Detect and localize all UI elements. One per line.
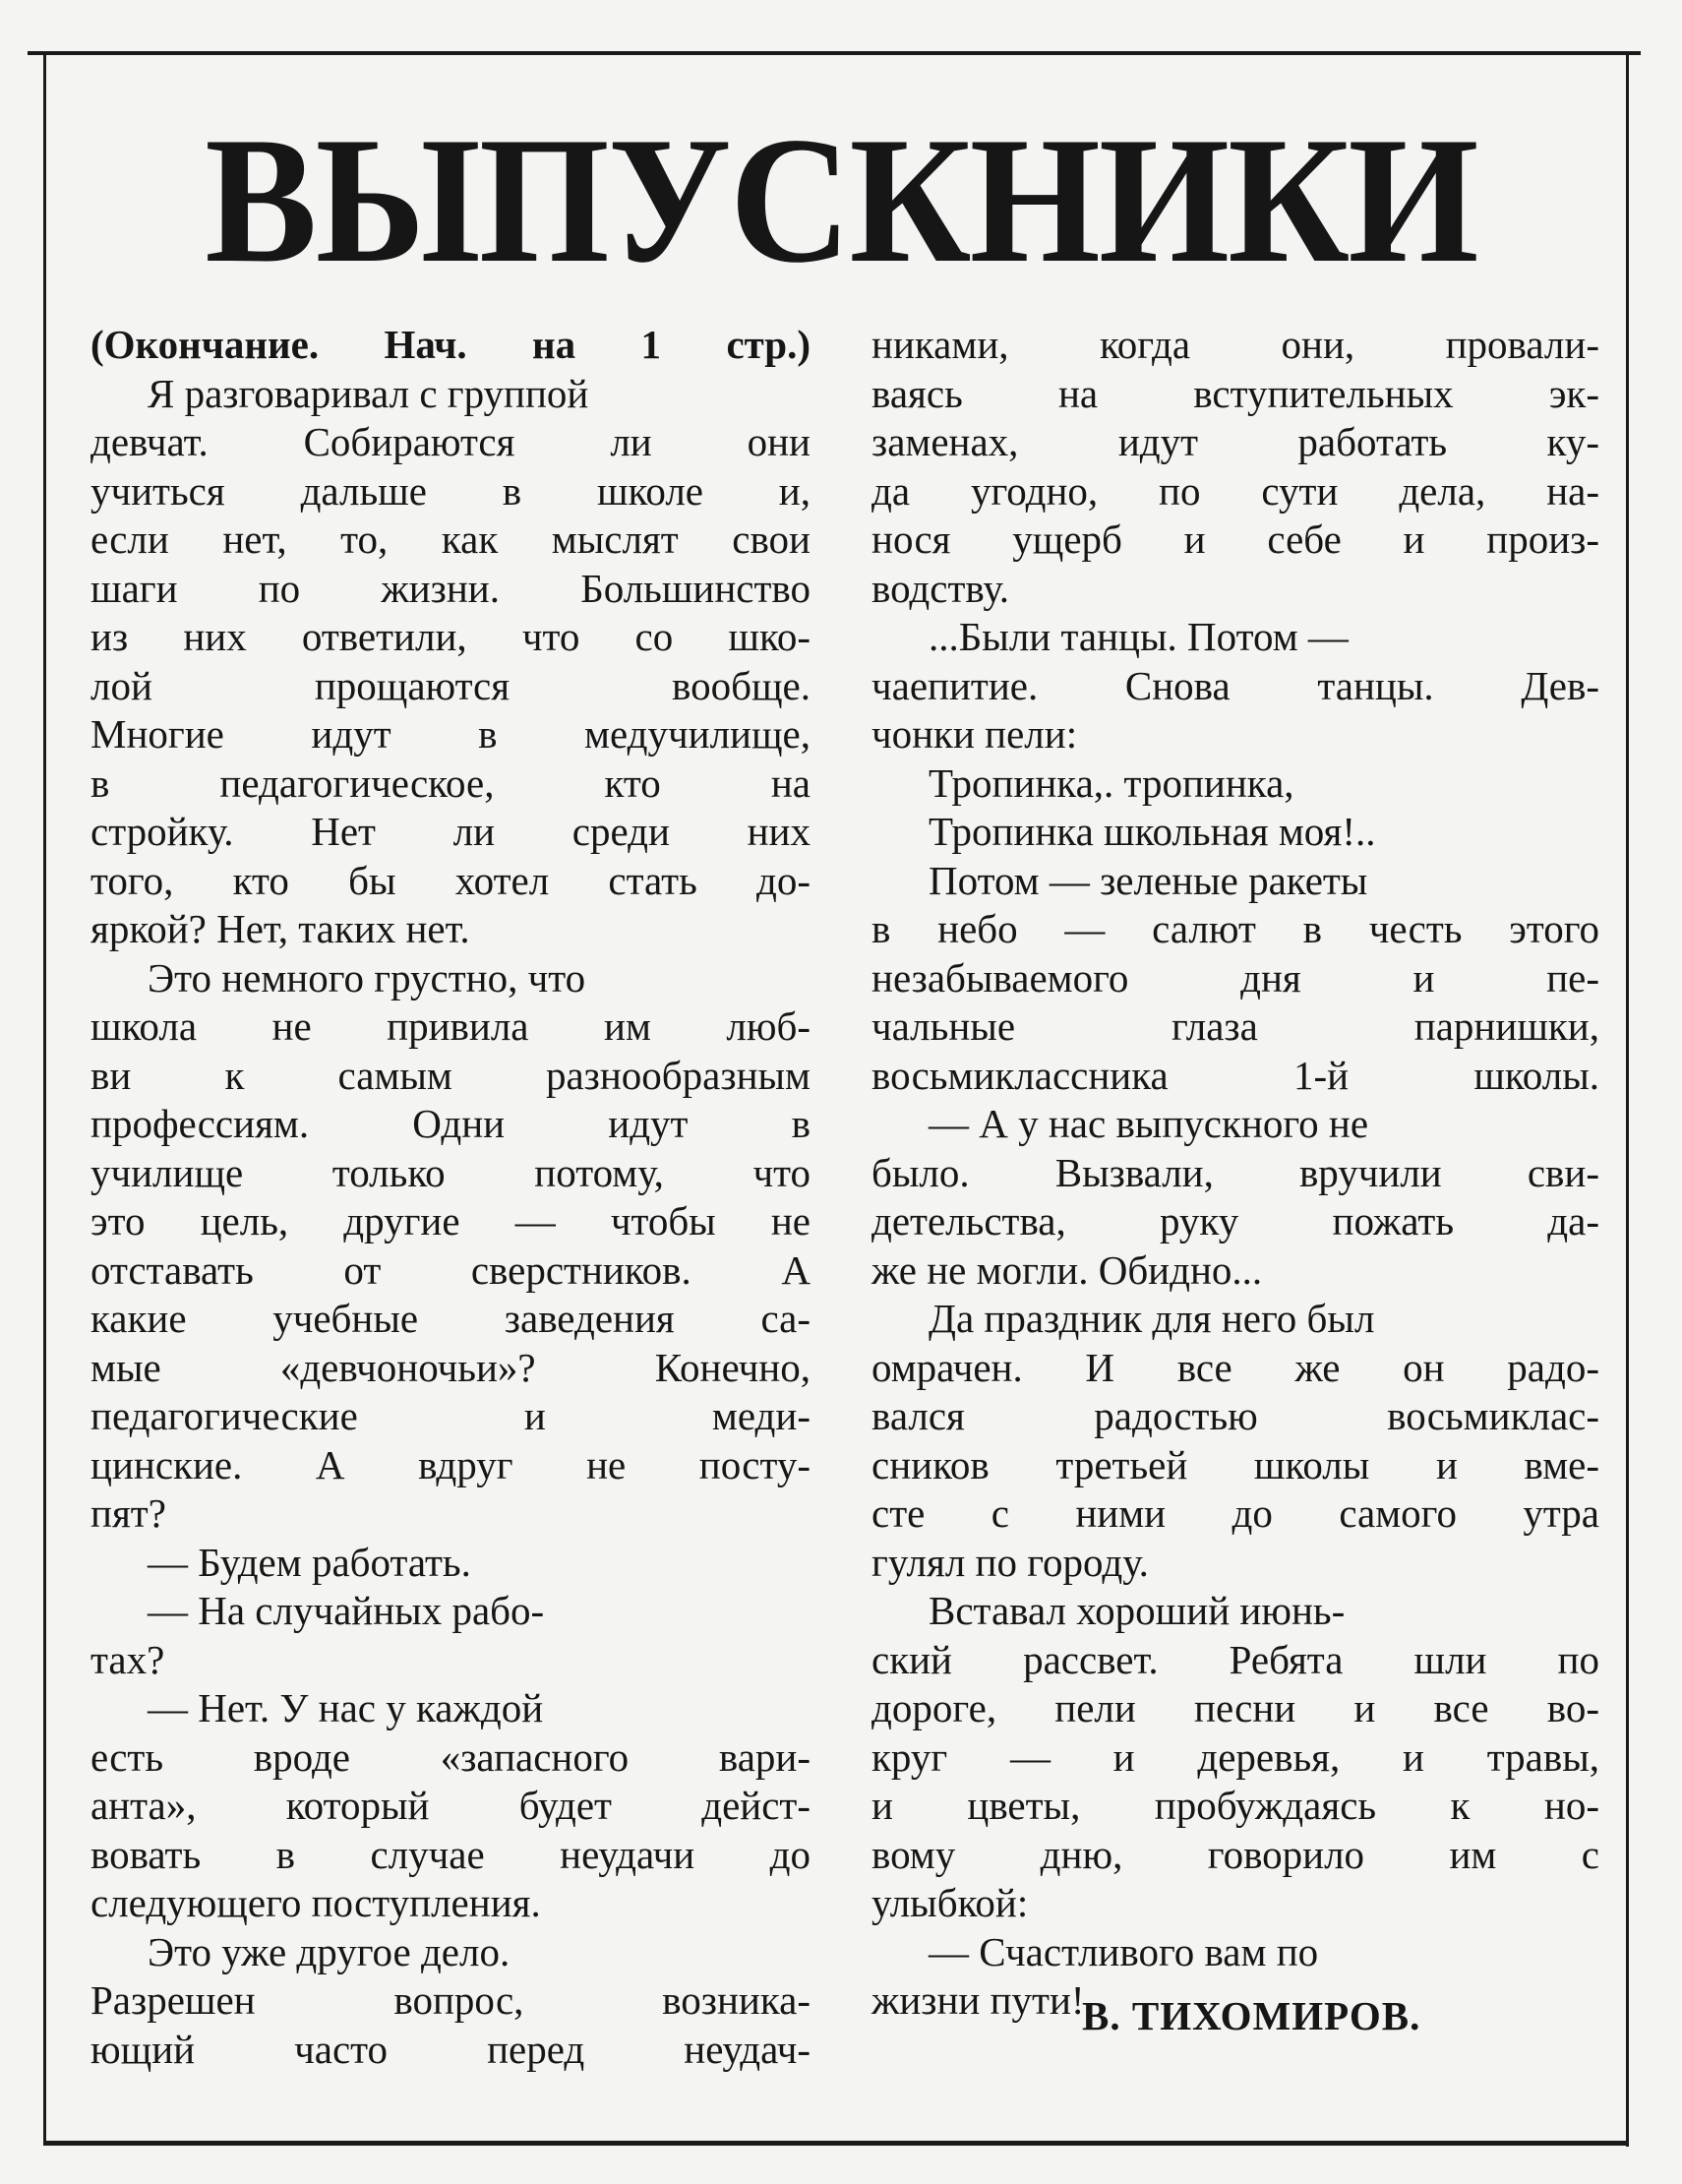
text-line: из них ответили, что со шко-: [90, 614, 811, 659]
text-line: чальные глаза парнишки,: [871, 1003, 1599, 1049]
text-line: стройку. Нет ли среди них: [90, 809, 811, 854]
text-line: лой прощаются вообще.: [90, 662, 811, 708]
text-line: — Счастливого вам по: [929, 1928, 1319, 1974]
text-line: детельства, руку пожать да-: [871, 1198, 1599, 1244]
text-line: чаепитие. Снова танцы. Дев-: [871, 662, 1599, 708]
bottom-border-rule: [43, 2141, 1629, 2146]
text-line: вовать в случае неудачи до: [90, 1831, 811, 1877]
right-text-column: [871, 321, 1599, 2026]
text-line: ющий часто перед неудач-: [90, 2026, 811, 2072]
text-line: чонки пели:: [871, 711, 1078, 757]
text-line: никами, когда они, провали-: [871, 322, 1599, 367]
text-line: педагогические и меди-: [90, 1393, 811, 1438]
text-line: круг — и деревья, и травы,: [871, 1733, 1599, 1780]
text-line: профессиям. Одни идут в: [90, 1101, 811, 1146]
text-line: тах?: [90, 1636, 165, 1682]
text-line: школа не привила им люб-: [90, 1003, 811, 1049]
text-line: Тропинка,. тропинка,: [929, 759, 1294, 806]
text-line: в педагогическое, кто на: [90, 759, 811, 806]
text-line: — Будем работать.: [148, 1539, 471, 1585]
text-line: (Окончание. Нач. на 1 стр.): [90, 322, 811, 367]
text-line: незабываемого дня и пе-: [871, 954, 1599, 1001]
text-line: вому дню, говорило им с: [871, 1831, 1599, 1877]
text-line: шаги по жизни. Большинство: [90, 565, 811, 611]
text-line: — На случайных рабо-: [148, 1588, 545, 1633]
text-line: ский рассвет. Ребята шли по: [871, 1636, 1599, 1682]
text-line: ви к самым разнообразным: [90, 1052, 811, 1098]
text-line: Вставал хороший июнь-: [929, 1588, 1346, 1633]
text-line: было. Вызвали, вручили сви-: [871, 1149, 1599, 1195]
text-line: Многие идут в медучилище,: [90, 711, 811, 757]
text-line: омрачен. И все же он радо-: [871, 1344, 1599, 1390]
article-headline: ВЫПУСКНИКИ: [205, 99, 1477, 300]
text-line: если нет, то, как мыслят свои: [90, 516, 811, 562]
author-signature: В. ТИХОМИРОВ.: [1082, 1993, 1421, 2038]
text-line: гулял по городу.: [871, 1539, 1149, 1585]
text-line: яркой? Нет, таких нет.: [90, 906, 470, 951]
text-line: Да праздник для него был: [929, 1296, 1375, 1341]
text-line: следующего поступления.: [90, 1880, 541, 1925]
text-line: это цель, другие — чтобы не: [90, 1198, 811, 1244]
text-line: и цветы, пробуждаясь к но-: [871, 1783, 1599, 1828]
text-line: Это уже другое дело.: [148, 1928, 511, 1974]
text-line: нося ущерб и себе и произ-: [871, 516, 1599, 562]
left-text-column: [90, 321, 811, 2074]
text-line: в небо — салют в честь этого: [871, 906, 1599, 951]
text-line: пят?: [90, 1490, 166, 1536]
text-line: жизни пути!: [871, 1977, 1085, 2023]
text-line: ...Были танцы. Потом —: [929, 614, 1349, 659]
text-line: вался радостью восьмиклас-: [871, 1393, 1599, 1438]
text-line: есть вроде «запасного вари-: [90, 1733, 811, 1780]
text-line: мые «девчоночьи»? Конечно,: [90, 1344, 811, 1390]
text-line: анта», который будет дейст-: [90, 1783, 811, 1828]
text-line: да угодно, по сути дела, на-: [871, 467, 1599, 514]
text-line: того, кто бы хотел стать до-: [90, 857, 811, 903]
text-line: цинские. А вдруг не посту-: [90, 1441, 811, 1487]
text-line: улыбкой:: [871, 1880, 1029, 1925]
text-line: же не могли. Обидно...: [871, 1246, 1263, 1293]
text-line: заменах, идут работать ку-: [871, 419, 1599, 464]
text-line: водству.: [871, 565, 1009, 611]
text-line: — А у нас выпускного не: [929, 1101, 1369, 1146]
text-line: ваясь на вступительных эк-: [871, 370, 1599, 416]
top-border-rule: [28, 51, 1641, 55]
text-line: отставать от сверстников. А: [90, 1246, 811, 1293]
text-line: Потом — зеленые ракеты: [929, 857, 1368, 903]
text-line: учиться дальше в школе и,: [90, 467, 811, 514]
text-line: Я разговаривал с группой: [148, 370, 589, 416]
text-line: Разрешен вопрос, возника-: [90, 1977, 811, 2023]
text-line: какие учебные заведения са-: [90, 1296, 811, 1341]
text-line: Это немного грустно, что: [148, 954, 586, 1001]
left-border-rule: [43, 55, 46, 2141]
text-line: сте с ними до самого утра: [871, 1490, 1599, 1536]
text-line: девчат. Собираются ли они: [90, 419, 811, 464]
text-line: — Нет. У нас у каждой: [148, 1685, 544, 1730]
text-line: сников третьей школы и вме-: [871, 1441, 1599, 1487]
text-line: восьмиклассника 1-й школы.: [871, 1052, 1599, 1098]
text-line: дороге, пели песни и все во-: [871, 1685, 1599, 1730]
right-border-rule: [1626, 51, 1629, 2147]
text-line: училище только потому, что: [90, 1149, 811, 1195]
text-line: Тропинка школьная моя!..: [929, 809, 1376, 854]
